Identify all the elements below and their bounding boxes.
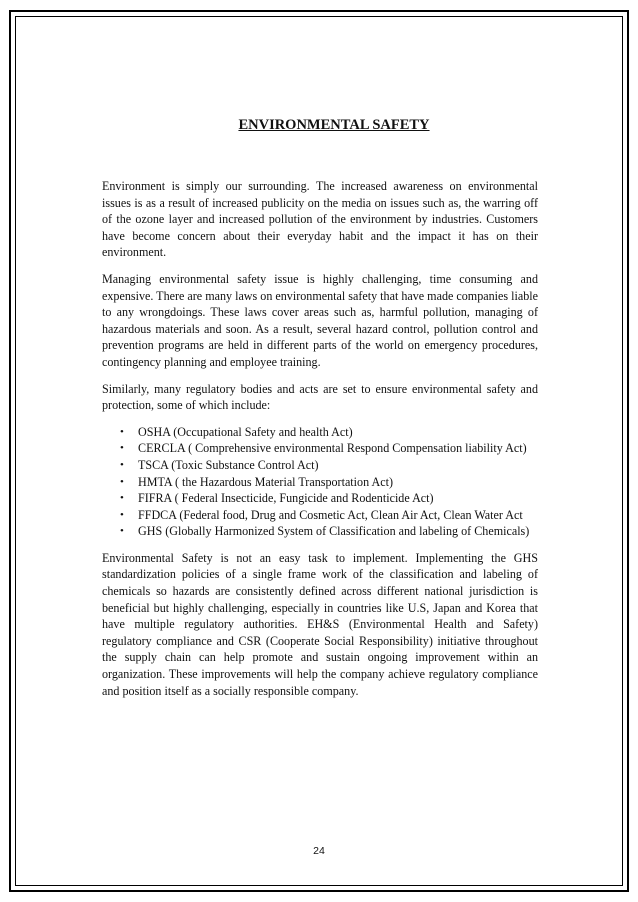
- list-item: [102, 457, 538, 474]
- bullet-icon: •: [120, 525, 124, 538]
- list-item-text: FFDCA (Federal food, Drug and Cosmetic Act, Clean Air Act, Clean Water Act: [138, 507, 523, 522]
- document-body: [102, 116, 538, 709]
- bullet-icon: •: [120, 492, 124, 505]
- paragraph-regulatory-intro: Similarly, many regulatory bodies and acts are set to ensure environmental safety and protection, some of which include:: [102, 381, 538, 413]
- list-item: [102, 474, 538, 491]
- list-item: [102, 490, 538, 507]
- list-item-text: GHS (Globally Harmonized System of Classification and labeling of Chemicals): [138, 524, 530, 539]
- list-item-text: HMTA ( the Hazardous Material Transportation Act): [138, 474, 393, 489]
- list-item: [102, 523, 538, 540]
- list-item: [102, 424, 538, 441]
- list-item-text: FIFRA ( Federal Insecticide, Fungicide and Rodenticide Act): [138, 491, 434, 506]
- paragraph-intro: Environment is simply our surrounding. The increased awareness on environmental issues is as a result of increased publicity on the media on issues such as, the warring off of the ozone layer and increased pollution of the environment by industries. Customers have become concern about their everyday habit and the impact it has on their environment.: [102, 179, 538, 260]
- bullet-icon: •: [120, 458, 124, 471]
- bullet-icon: •: [120, 508, 124, 521]
- page-number: 24: [313, 845, 325, 857]
- paragraph-managing: Managing environmental safety issue is highly challenging, time consuming and expensive. There are many laws on environmental safety that have made companies liable to any wrongdoings. These laws cover areas such as, harmful pollution, managing of hazardous materials and soon. As a result, several hazard control, pollution control and prevention programs are held in different parts of the world on emergency procedures, contingency planning and employee training.: [102, 271, 538, 369]
- list-item: [102, 507, 538, 524]
- list-item-text: CERCLA ( Comprehensive environmental Respond Compensation liability Act): [138, 441, 527, 456]
- bullet-icon: •: [120, 442, 124, 455]
- paragraph-closing: Environmental Safety is not an easy task to implement. Implementing the GHS standardization policies of a single frame work of the classification and labeling of chemicals so hazards are consistently defined across different national jurisdiction is beneficial but highly challenging, especially in countries like U.S, Japan and Korea that have multiple regulatory authorities. EH&S (Environmental Health and Safety) regulatory compliance and CSR (Cooperate Social Responsibility) initiative throughout the supply chain can help promote and sustain ongoing improvement within an organization. These improvements will help the company achieve regulatory compliance and position itself as a socially responsible company.: [102, 550, 538, 698]
- document-title: ENVIRONMENTAL SAFETY: [238, 117, 430, 133]
- regulatory-acts-list: [102, 424, 538, 540]
- list-item-text: TSCA (Toxic Substance Control Act): [138, 457, 319, 472]
- bullet-icon: •: [120, 425, 124, 438]
- bullet-icon: •: [120, 475, 124, 488]
- list-item-text: OSHA (Occupational Safety and health Act): [138, 424, 353, 439]
- list-item: [102, 440, 538, 457]
